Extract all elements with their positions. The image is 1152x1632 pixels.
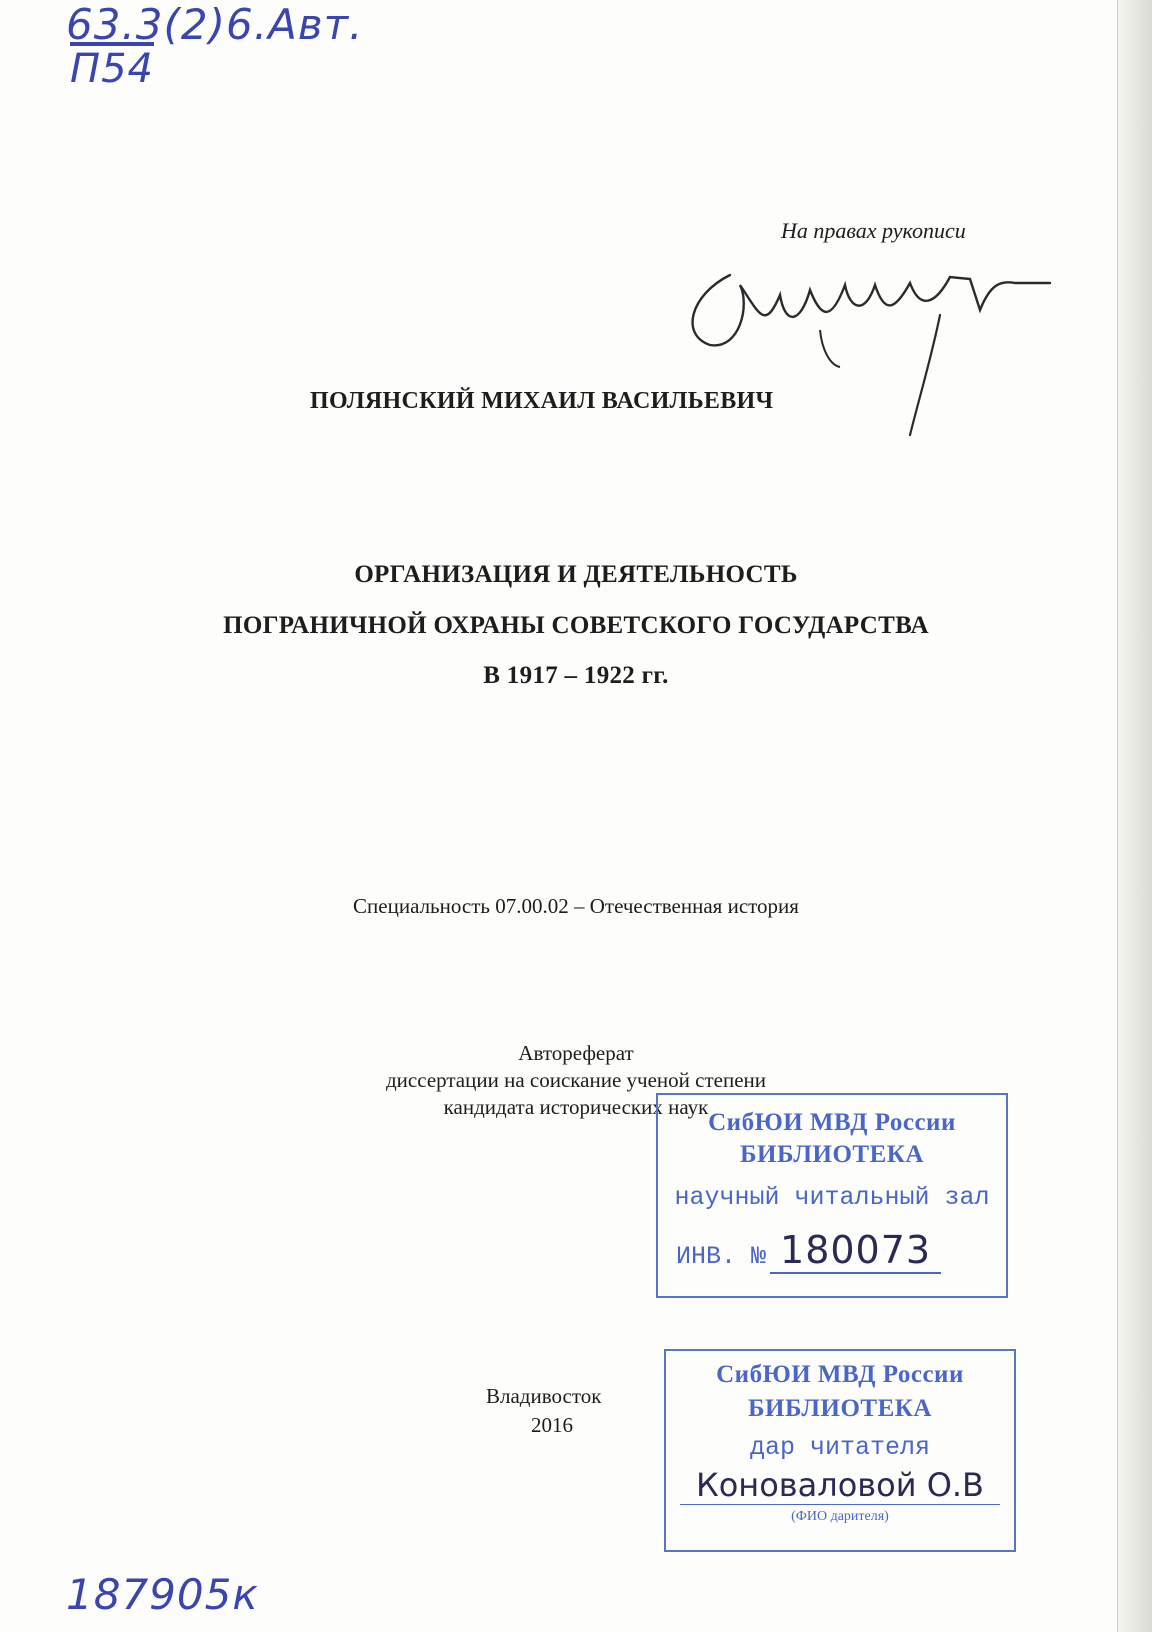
specialty: Специальность 07.00.02 – Отечественная история [353, 894, 799, 918]
abstract-label: Автореферат [518, 1041, 634, 1065]
abstract-field: кандидата исторических наук [443, 1095, 709, 1119]
title-line-2: ПОГРАНИЧНОЙ ОХРАНЫ СОВЕТСКОГО ГОСУДАРСТВА [223, 612, 929, 639]
stamp-room: научный читальный зал [674, 1183, 990, 1212]
stamp-library: БИБЛИОТЕКА [740, 1141, 924, 1168]
publication-year: 2016 [531, 1413, 573, 1437]
abstract-degree: диссертации на соискание ученой степени [386, 1068, 766, 1092]
title-line-1: ОРГАНИЗАЦИЯ И ДЕЯТЕЛЬНОСТЬ [354, 561, 798, 588]
gift-stamp-label: дар читателя [749, 1433, 931, 1462]
call-number-line1: 63.3(2)6.Авт. [66, 0, 364, 49]
gift-stamp [664, 1349, 1016, 1552]
manuscript-note: На правах рукописи [781, 218, 966, 243]
call-number-line2: П54 [70, 46, 154, 92]
stamp-inv-number: 180073 [770, 1228, 941, 1274]
gift-donor-name: Коноваловой О.В [680, 1466, 1000, 1505]
reading-room-stamp [656, 1093, 1008, 1298]
publication-place: Владивосток [486, 1384, 602, 1408]
gift-stamp-library: БИБЛИОТЕКА [748, 1395, 932, 1422]
author-name: ПОЛЯНСКИЙ МИХАИЛ ВАСИЛЬЕВИЧ [310, 388, 774, 414]
gift-stamp-org: СибЮИ МВД России [716, 1361, 964, 1388]
stamp-inv-label: ИНВ. № [676, 1242, 767, 1271]
stamp-org: СибЮИ МВД России [708, 1109, 956, 1136]
title-line-3: В 1917 – 1922 гг. [483, 662, 669, 689]
page-edge [1117, 0, 1152, 1632]
author-signature [670, 255, 1070, 455]
gift-donor-caption: (ФИО дарителя) [791, 1509, 889, 1524]
inventory-number: 187905к [66, 1570, 259, 1619]
